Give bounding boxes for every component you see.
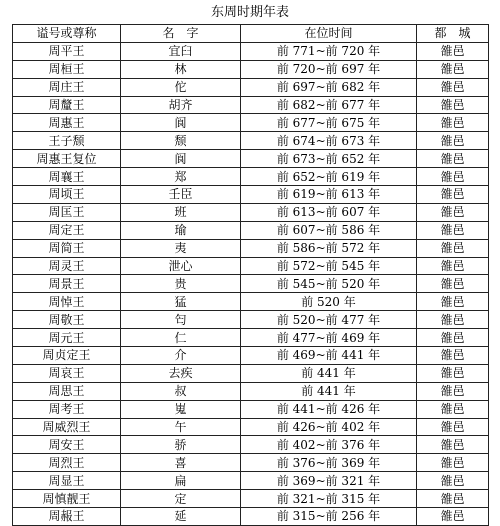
cell-capital: 雒邑 [417,329,489,347]
cell-capital: 雒邑 [417,132,489,150]
cell-title-name: 周釐王 [13,96,121,114]
cell-capital: 雒邑 [417,293,489,311]
cell-capital: 雒邑 [417,60,489,78]
cell-reign: 前 402~前 376 年 [241,436,417,454]
cell-capital: 雒邑 [417,275,489,293]
cell-capital: 雒邑 [417,508,489,526]
cell-title-name: 周考王 [13,400,121,418]
cell-capital: 雒邑 [417,436,489,454]
cell-title-name: 周赧王 [13,508,121,526]
cell-given-name: 去疾 [121,364,241,382]
cell-reign: 前 677~前 675 年 [241,114,417,132]
table-row [13,436,489,454]
table-row [13,132,489,150]
cell-title-name: 周敬王 [13,311,121,329]
cell-title-name: 周平王 [13,42,121,60]
table-row [13,60,489,78]
cell-given-name: 定 [121,490,241,508]
cell-capital: 雒邑 [417,150,489,168]
cell-reign: 前 613~前 607 年 [241,203,417,221]
cell-given-name: 阆 [121,150,241,168]
table-row [13,96,489,114]
cell-given-name: 泄心 [121,257,241,275]
table-row [13,150,489,168]
cell-capital: 雒邑 [417,203,489,221]
cell-title-name: 周景王 [13,275,121,293]
table-row [13,186,489,204]
cell-given-name: 午 [121,418,241,436]
cell-given-name: 延 [121,508,241,526]
cell-title-name: 周惠王复位 [13,150,121,168]
cell-title-name: 周惠王 [13,114,121,132]
cell-given-name: 叔 [121,382,241,400]
cell-capital: 雒邑 [417,490,489,508]
cell-capital: 雒邑 [417,168,489,186]
cell-given-name: 宜臼 [121,42,241,60]
cell-given-name: 阆 [121,114,241,132]
cell-given-name: 骄 [121,436,241,454]
cell-title-name: 周庄王 [13,78,121,96]
cell-title-name: 周烈王 [13,454,121,472]
cell-reign: 前 520 年 [241,293,417,311]
table-row [13,400,489,418]
cell-given-name: 班 [121,203,241,221]
table-row [13,364,489,382]
cell-reign: 前 545~前 520 年 [241,275,417,293]
cell-given-name: 林 [121,60,241,78]
cell-capital: 雒邑 [417,221,489,239]
table-row [13,293,489,311]
cell-reign: 前 652~前 619 年 [241,168,417,186]
cell-title-name: 周灵王 [13,257,121,275]
table-row [13,472,489,490]
header-title-name: 谥号或尊称 [13,25,121,43]
cell-title-name: 周定王 [13,221,121,239]
cell-title-name: 周贞定王 [13,347,121,365]
cell-title-name: 周哀王 [13,364,121,382]
table-row [13,508,489,526]
cell-reign: 前 315~前 256 年 [241,508,417,526]
table-row [13,257,489,275]
table-row [13,311,489,329]
cell-capital: 雒邑 [417,418,489,436]
cell-capital: 雒邑 [417,42,489,60]
cell-reign: 前 520~前 477 年 [241,311,417,329]
cell-reign: 前 441 年 [241,364,417,382]
table-row [13,168,489,186]
cell-given-name: 瑜 [121,221,241,239]
cell-given-name: 颓 [121,132,241,150]
table-row [13,239,489,257]
cell-given-name: 仁 [121,329,241,347]
cell-title-name: 王子颓 [13,132,121,150]
cell-capital: 雒邑 [417,239,489,257]
cell-reign: 前 441 年 [241,382,417,400]
cell-capital: 雒邑 [417,114,489,132]
cell-capital: 雒邑 [417,78,489,96]
cell-reign: 前 771~前 720 年 [241,42,417,60]
cell-reign: 前 321~前 315 年 [241,490,417,508]
cell-reign: 前 720~前 697 年 [241,60,417,78]
cell-title-name: 周襄王 [13,168,121,186]
table-row [13,454,489,472]
cell-title-name: 周显王 [13,472,121,490]
cell-capital: 雒邑 [417,186,489,204]
cell-title-name: 周简王 [13,239,121,257]
header-reign: 在位时间 [241,25,417,43]
cell-given-name: 夷 [121,239,241,257]
table-row [13,78,489,96]
cell-reign: 前 477~前 469 年 [241,329,417,347]
cell-reign: 前 441~前 426 年 [241,400,417,418]
cell-given-name: 喜 [121,454,241,472]
table-row [13,347,489,365]
cell-title-name: 周顷王 [13,186,121,204]
cell-given-name: 嵬 [121,400,241,418]
cell-reign: 前 607~前 586 年 [241,221,417,239]
table-row [13,203,489,221]
cell-capital: 雒邑 [417,472,489,490]
cell-reign: 前 619~前 613 年 [241,186,417,204]
cell-reign: 前 682~前 677 年 [241,96,417,114]
cell-given-name: 介 [121,347,241,365]
chronology-table [12,24,489,526]
cell-capital: 雒邑 [417,257,489,275]
cell-capital: 雒邑 [417,382,489,400]
cell-title-name: 周思王 [13,382,121,400]
table-title: 东周时期年表 [210,5,289,20]
cell-capital: 雒邑 [417,400,489,418]
cell-reign: 前 376~前 369 年 [241,454,417,472]
table-row [13,221,489,239]
cell-reign: 前 697~前 682 年 [241,78,417,96]
header-given-name: 名 字 [121,25,241,43]
cell-title-name: 周威烈王 [13,418,121,436]
cell-title-name: 周桓王 [13,60,121,78]
cell-capital: 雒邑 [417,311,489,329]
cell-reign: 前 426~前 402 年 [241,418,417,436]
cell-title-name: 周匡王 [13,203,121,221]
cell-reign: 前 369~前 321 年 [241,472,417,490]
header-row [13,25,489,43]
cell-reign: 前 586~前 572 年 [241,239,417,257]
cell-reign: 前 469~前 441 年 [241,347,417,365]
cell-given-name: 猛 [121,293,241,311]
cell-given-name: 壬臣 [121,186,241,204]
cell-capital: 雒邑 [417,454,489,472]
table-row [13,418,489,436]
cell-given-name: 郑 [121,168,241,186]
cell-given-name: 扁 [121,472,241,490]
table-header [13,25,489,43]
table-row [13,275,489,293]
cell-title-name: 周安王 [13,436,121,454]
header-capital: 都 城 [417,25,489,43]
table-row [13,490,489,508]
cell-given-name: 贵 [121,275,241,293]
cell-given-name: 匄 [121,311,241,329]
cell-capital: 雒邑 [417,347,489,365]
cell-given-name: 胡齐 [121,96,241,114]
cell-given-name: 佗 [121,78,241,96]
table-body [13,42,489,525]
cell-title-name: 周元王 [13,329,121,347]
cell-title-name: 周慎靓王 [13,490,121,508]
cell-capital: 雒邑 [417,364,489,382]
cell-reign: 前 572~前 545 年 [241,257,417,275]
table-row [13,382,489,400]
cell-reign: 前 674~前 673 年 [241,132,417,150]
table-row [13,114,489,132]
cell-title-name: 周悼王 [13,293,121,311]
cell-capital: 雒邑 [417,96,489,114]
cell-reign: 前 673~前 652 年 [241,150,417,168]
table-row [13,42,489,60]
table-row [13,329,489,347]
